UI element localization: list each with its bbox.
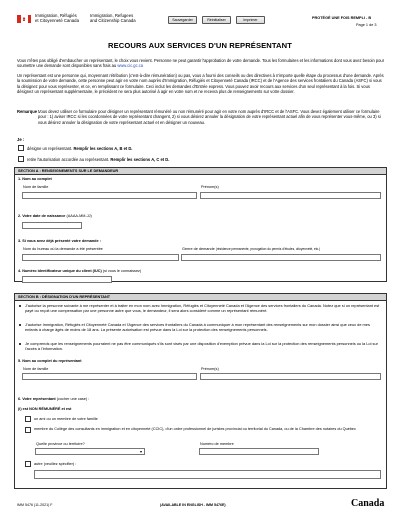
q1-label: 1. Nom au complet [18,177,52,181]
member-option: membre du Collège des consultants en immigration et en citoyenneté (CCIC), d'un ordre professionnel de juristes provincial ou territorial du Canada, ou de la Chambre des notaires du Québec [34,427,356,431]
rep-family-name-field[interactable] [22,373,197,380]
canada-wordmark: Canada [351,498,385,509]
q4-label: 4. Numéro identificateur unique du client (IUC) (si vous le connaissez) [18,269,142,273]
other-checkbox[interactable] [25,461,31,467]
remark-label: Remarque : [17,109,40,114]
designate-checkbox[interactable] [18,145,24,151]
protected-label: PROTÉGÉ UNE FOIS REMPLI - B [312,16,372,20]
family-friend-option: un ami ou un membre de votre famille [34,417,98,421]
page-title: RECOURS AUX SERVICES D'UN REPRÉSENTANT [108,41,292,50]
form-number: IMM 5476 (11-2021) F [17,503,53,507]
q3-label: 3. Si vous avez déjà présenté votre demande : [18,239,101,243]
family-name-field[interactable] [22,192,197,199]
province-label: Quelle province ou territoire? [36,442,85,446]
print-button[interactable]: Imprimer [236,16,265,24]
bullet-icon [19,324,21,326]
section-b-bullet-3: Je comprends que les renseignements pourraient ne pas être communiqués s'ils sont visés par une disposition d'exemption prévue dans la Loi sur la protection des renseignements personnels ou la Loi sur l'accès à l'information. [25,341,378,352]
rep-given-name-label: Prénom(s) [201,367,219,371]
q6-label: 6. Votre représentant (cocher une case) : [18,397,90,401]
q5-label: 5. Nom au complet du représentant [18,359,82,363]
province-select[interactable] [35,448,145,455]
member-checkbox[interactable] [25,427,31,433]
other-option: autre (veuillez spécifier) : [34,462,77,466]
unpaid-label: (i) est NON RÉMUNÉRÉ et est [18,407,72,411]
bullet-icon [19,343,21,345]
department-name-en: Immigration, Refugees and Citizenship Canada [90,13,136,23]
member-number-field[interactable] [199,448,319,455]
given-name-field[interactable] [200,192,381,199]
chevron-down-icon: ▾ [140,449,143,454]
rep-given-name-field[interactable] [200,373,381,380]
department-name-fr: Immigration, Réfugiés et Citoyenneté Canada [35,13,79,23]
remark-text: Vous devez utiliser ce formulaire pour désigner un représentant rémunéré ou non rémunéré pour agir en votre nom auprès d'IRCC et de l'ASFC. Vous devez également utiliser ce formulaire pour : 1) aviser IRCC si les coordonnées de votre représentant changent, 2) si vous désirez annuler la désignation de votre représentant actuel afin de vous représenter vous-même, ou 3) si vous désirez annuler la désignation de votre représentant actuel et en désigner un nouveau. [38,109,381,125]
je-label: Je : [17,137,25,142]
section-b-bullet-1: J'autorise la personne suivante à me représenter et à traiter en mon nom avec Immigration, Réfugiés et Citoyenneté Canada et l'Agence des services frontaliers du Canada. Notez que si un représentant est payé ou reçoit une compensation par une personne autre que vous, le demandeur, il sera alors considéré comme un représentant rémunéré. [25,303,380,314]
member-number-label: Numéro de membre [200,442,234,446]
bullet-icon [19,305,21,307]
office-label: Nom du bureau où la demande a été présentée [23,247,103,251]
intro-paragraph-1: Vous n'êtes pas obligé d'embaucher un représentant, le choix vous revient. Personne ne peut garantir l'approbation de votre demande. Tous les formulaires et les informations dont vous avez besoin pour soumettre une demande sont disponibles sans frais au www.cic.gc.ca [17,58,385,69]
section-a-heading: SECTION A : RENSEIGNEMENTS SUR LE DEMANDEUR [15,168,386,175]
application-type-field[interactable] [181,254,381,261]
other-specify-field[interactable] [34,470,381,479]
given-name-label: Prénom(s) [201,185,219,189]
cic-link[interactable]: www.cic.gc.ca [117,63,144,69]
canada-flag-icon [17,15,31,23]
rep-family-name-label: Nom de famille [23,367,49,371]
office-field[interactable] [22,254,179,261]
section-b-heading: SECTION B : DÉSIGNATION D'UN REPRÉSENTANT [15,294,386,301]
designate-option: désigne un représentant. Remplir les sections A, B et D. [27,146,133,151]
save-button[interactable]: Sauvegarder [168,16,197,24]
family-friend-checkbox[interactable] [25,416,31,422]
reset-button[interactable]: Réinitialiser [202,16,231,24]
q2-label: 2. Votre date de naissance (AAAA-MM-JJ) [18,214,92,218]
uci-field[interactable] [22,276,112,283]
birth-date-field[interactable] [22,222,82,229]
available-in-english: (AVAILABLE IN ENGLISH - IMM 5476E) [160,503,226,507]
section-b-bullet-2: J'autorise Immigration, Réfugiés et Citoyenneté Canada et l'Agence des services frontaliers du Canada à communiquer à mon représentant des renseignements sur mon dossier ainsi que ceux de mes enfants à charge âgés de moins de 18 ans. La présente autorisation est prévue dans la Loi sur la protection des renseignements personnels. [25,322,370,333]
page-number: Page 1 de 3 [356,23,377,27]
intro-paragraph-2: Un représentant est une personne qui, moyennant rétribution (c'est-à-dire rémunération) ou pas, vous a fourni des conseils ou des directives à n'importe quelle étape du processus d'une demande. Après la soumission de votre demande, cette personne peut agir en votre nom auprès d'Immigration, Réfugiés et Citoyenneté Canada (IRCC) et de l'Agence des services frontaliers du Canada (ASFC) si vous la désignez pour vous représenter, et ce, en remplissant ce formulaire. Ceci inclut les demandes d'Entrée express. Vous pouvez avoir recours aux services d'un seul représentant à la fois. Si vous désignez un représentant supplémentaire, le précédent ne sera plus autorisé à agir en votre nom et ne recevra plus de renseignements sur votre dossier. [17,73,384,94]
withdraw-option: retire l'autorisation accordée au représentant. Remplir les sections A, C et D. [27,157,170,162]
family-name-label: Nom de famille [23,185,49,189]
withdraw-checkbox[interactable] [18,156,24,162]
application-type-label: Genre de demande (résidence permanente, prorogation du permis d'études, citoyenneté, etc.) [182,247,321,251]
